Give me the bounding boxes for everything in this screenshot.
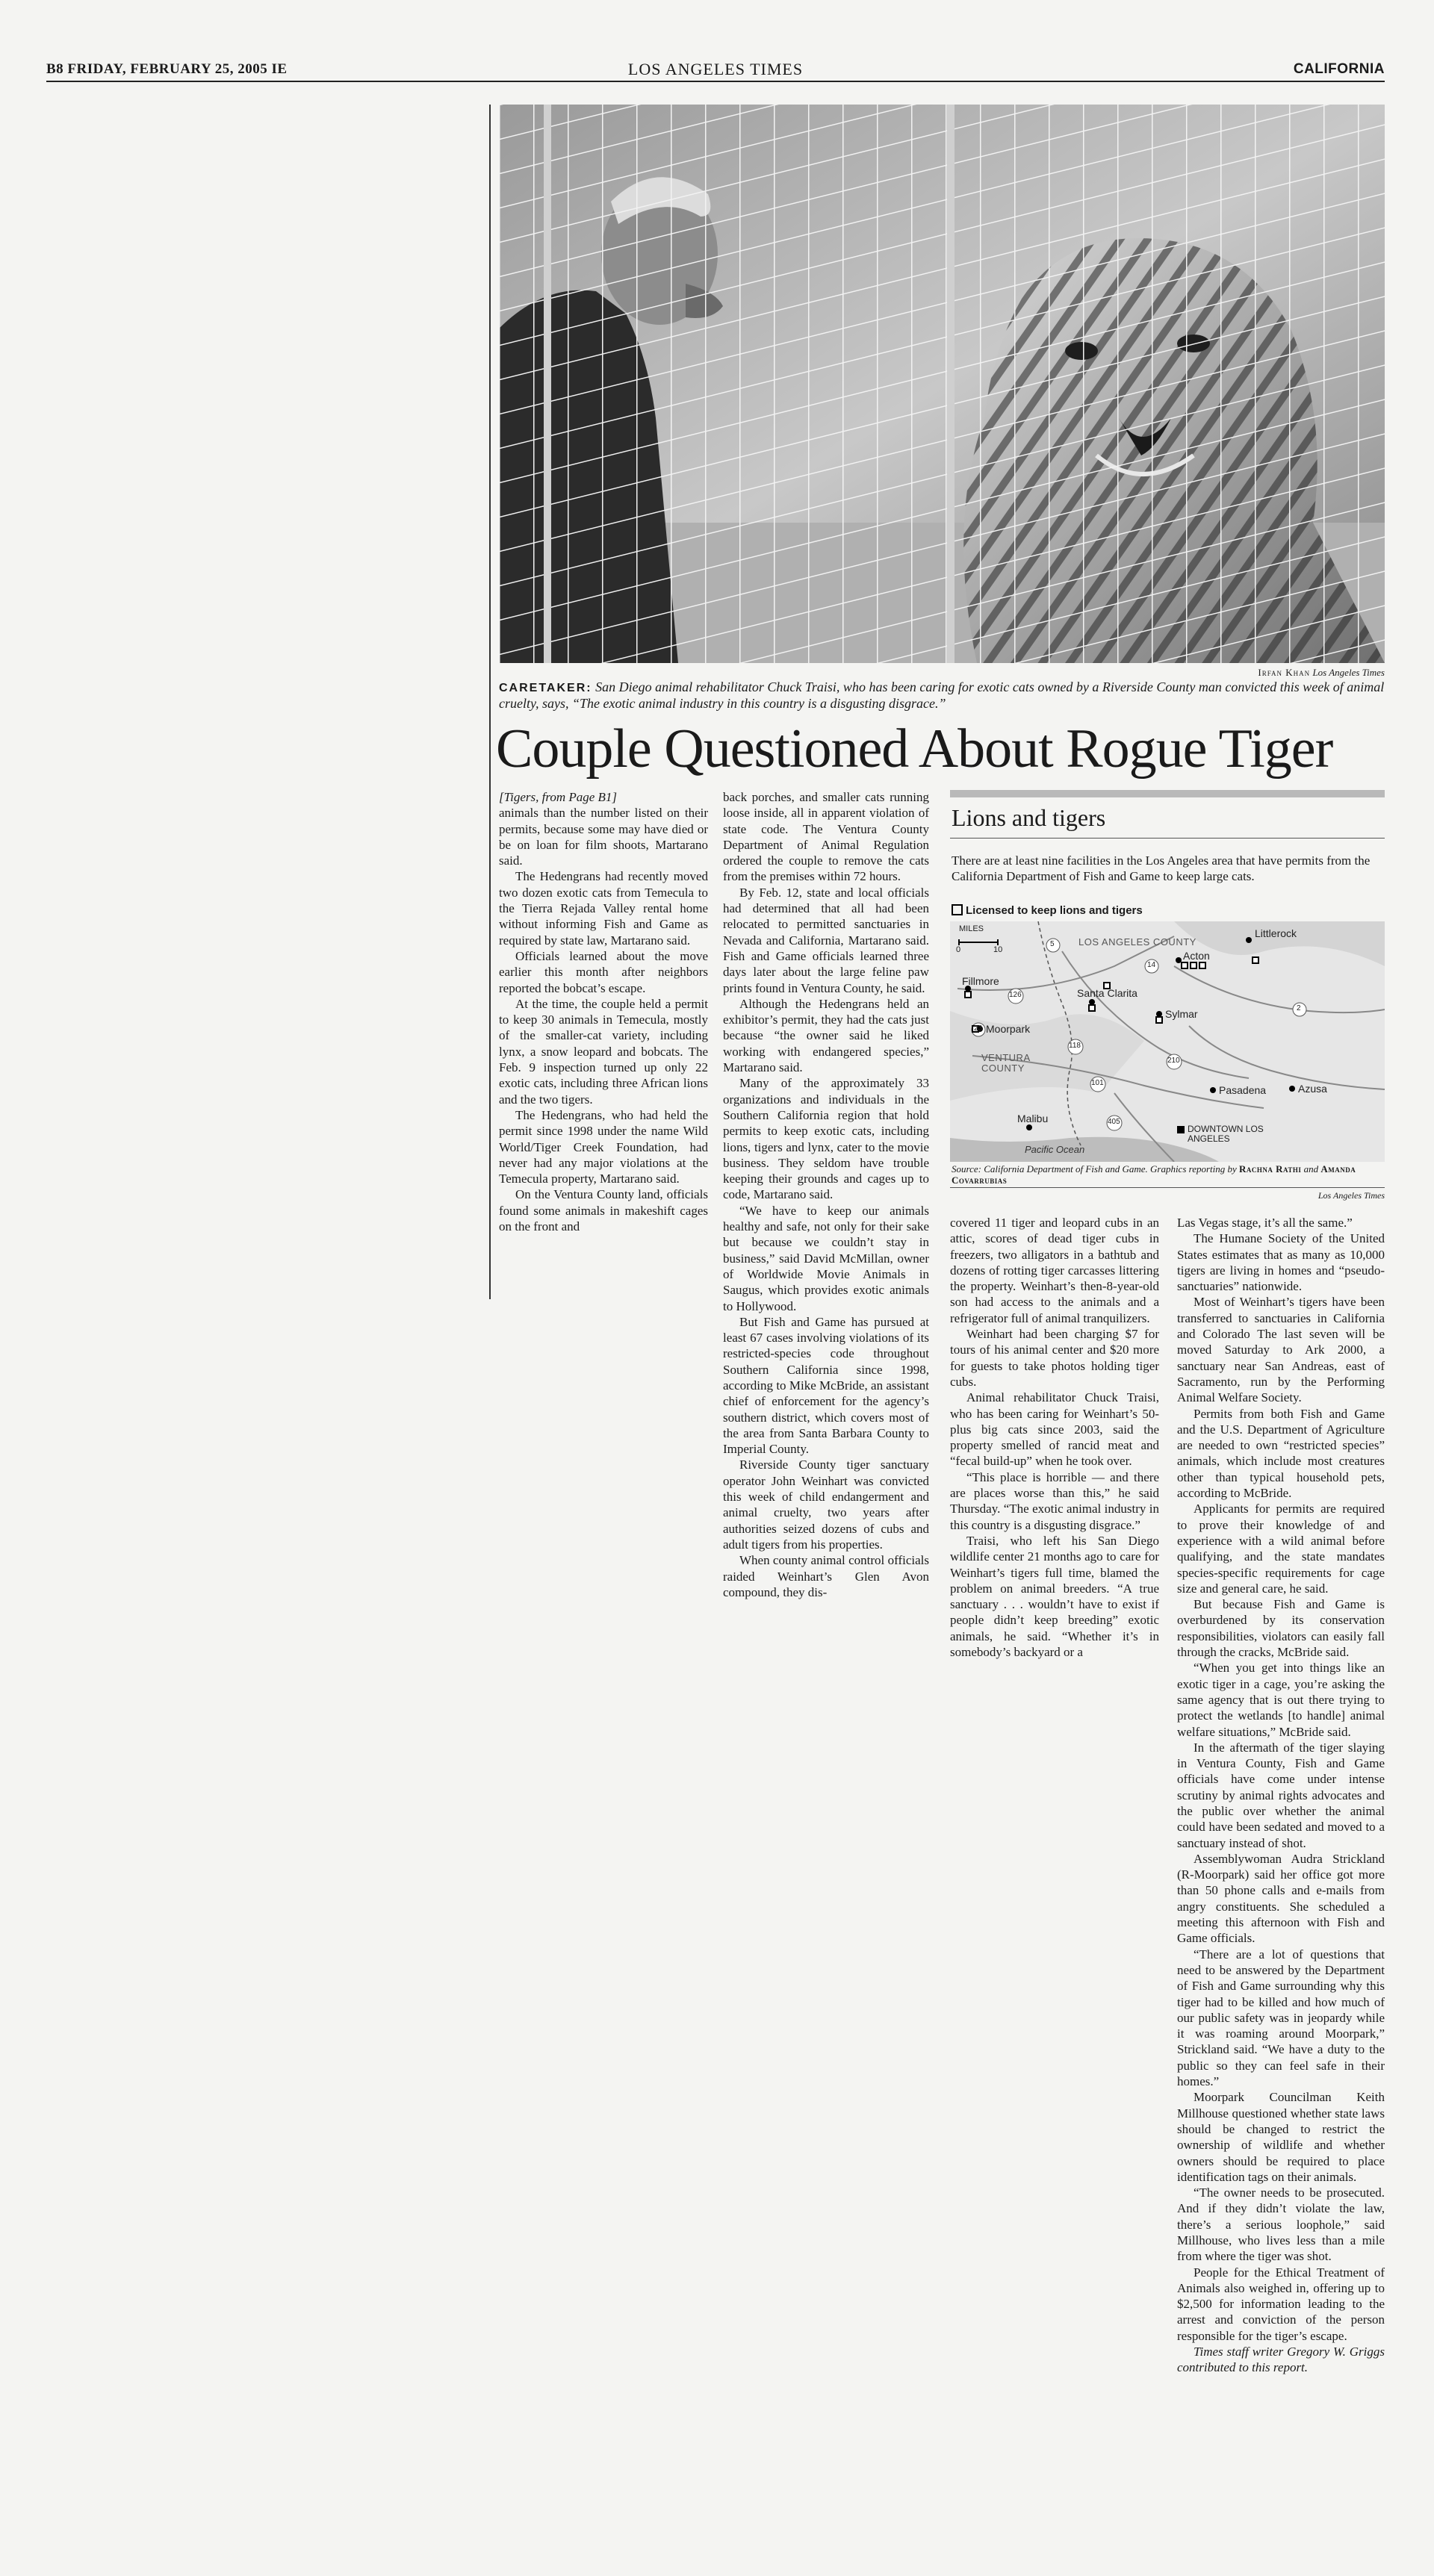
paragraph: Many of the approximately 33 organizations and individuals in the Southern California region that hold permits to keep exotic cats, including lions, tigers and lynx, cater to the movie business. They seldom have trouble keeping their grounds and cages up to code, Martarano said. [723,1076,929,1202]
highway-shield-label: 210 [1167,1057,1180,1065]
paragraph: But Fish and Game has pursued at least 67 cases involving violations of its restricted-species code throughout Southern California since 1998, according to Mike McBride, an assistant chief of enforcement for the agency’s southern district, which covers most of the area from Santa Barbara County to Imperial County. [723,1314,929,1457]
licensed-facility-marker-icon [952,904,963,915]
paragraph: By Feb. 12, state and local officials had determined that all had been relocated to permitted sanctuaries in Nevada and California, Martarano said. Fish and Game officials learned three days later about the large feline paw prints found in Ventura County, he said. [723,885,929,995]
paragraph: “The owner needs to be prosecuted. And if they didn’t violate the law, there’s a serious loophole,” said Millhouse, who lives less than a mile from where the tiger was shot. [1177,2185,1385,2264]
caption-text: San Diego animal rehabilitator Chuck Traisi, who has been caring for exotic cats owned by a Riverside County man convicted this week of animal cruelty, says, “The exotic animal industry in this country is a disgusting disgrace.” [499,679,1385,711]
map-legend [952,904,1143,917]
legend-label: Licensed to keep lions and tigers [966,904,1143,917]
highway-shield-label: 14 [1147,961,1156,969]
reporter-name: Rachna Rathi [1239,1163,1302,1175]
paragraph: covered 11 tiger and leopard cubs in an attic, scores of dead tiger cubs in freezers, two alligators in a bathtub and dozens of rotting tiger carcasses littering the property. Weinhart’s then-8-year-old son had access to the animals and a refrigerator full of animal tranquilizers. [950,1216,1159,1325]
jump-line: [Tigers, from Page B1] [499,790,618,804]
graphic-title: Lions and tigers [952,804,1106,831]
folio-section: CALIFORNIA [1293,61,1385,77]
paragraph: Traisi, who left his San Diego wildlife center 21 months ago to care for Weinhart’s tigers full time, blamed the problem on animal breeders. “A true sanctuary . . . wouldn’t have to exist if people didn’t keep breeding” exotic animals, he said. “Whether it’s in somebody’s backyard or a [950,1533,1159,1660]
paragraph: People for the Ethical Treatment of Animals also weighed in, offering up to $2,500 for information leading to the arrest and conviction of the person responsible for the tiger’s escape. [1177,2265,1385,2343]
article-column-4 [1177,1215,1385,2376]
highway-shield-label: 23 [974,1024,983,1033]
source-conjunction: and [1303,1163,1319,1175]
graphic-source [952,1163,1385,1186]
graphic-description: There are at least nine facilities in the Los Angeles area that have permits from the California Department of Fish and Game to keep large cats. [952,853,1371,883]
photo-caption [499,679,1385,712]
paragraph: Assemblywoman Audra Strickland (R-Moorpark) said her office got more than 50 phone calls and e-mails from angry constituents. She scheduled a meeting this afternoon with Fish and Game officials. [1177,1851,1385,1946]
highway-shield-label: 126 [1009,991,1022,999]
article-column-1 [499,789,708,1234]
folio-rule [46,81,1385,82]
folio-paper-name: LOS ANGELES TIMES [627,60,804,78]
graphic-rule [950,838,1385,839]
graphic-credit: Los Angeles Times [1317,1190,1385,1201]
map-scale-label: MILES [959,924,984,933]
ventura-county-label: VENTURA COUNTY [981,1052,1030,1074]
article-column-2 [723,789,929,1600]
place-littlerock: Littlerock [1255,927,1297,939]
paragraph: “This place is horrible — and there are places worse than this,” he said Thursday. “The exotic animal industry in this country is a disgusting disgrace.” [950,1469,1159,1532]
caption-label: CARETAKER: [499,682,592,694]
paragraph: When county animal control officials raided Weinhart’s Glen Avon compound, they dis- [723,1553,929,1599]
place-moorpark: Moorpark [986,1023,1031,1035]
paragraph: In the aftermath of the tiger slaying in Ventura County, Fish and Game officials have come under intense scrutiny by animal rights advocates and the public over whether the animal could have been sedated and moved to a sanctuary instead of shot. [1177,1740,1385,1850]
place-fillmore: Fillmore [962,975,999,987]
paragraph: Permits from both Fish and Game and the U.S. Department of Agriculture are needed to own “restricted species” animals, which include most creatures other than typical household pets, according to McBride. [1177,1406,1385,1501]
paragraph: Weinhart had been charging $7 for tours of his animal center and $20 more for guests to take photos holding tiger cubs. [950,1327,1159,1389]
la-county-label: LOS ANGELES COUNTY [1078,936,1196,948]
source-text: Source: California Department of Fish and Game. Graphics reporting by [952,1163,1237,1175]
paragraph: But because Fish and Game is overburdened by its conservation responsibilities, violators can easily fall through the cracks, McBride said. [1177,1597,1385,1660]
page-folio [46,60,1385,81]
locator-map [950,921,1385,1162]
reporter-name: Amanda Covarrubias [952,1163,1356,1186]
highway-shield-label: 2 [1297,1004,1301,1012]
paragraph: “We have to keep our animals healthy and safe, not only for their sake but because we couldn’t stay in business,” said David McMillan, owner of Worldwide Movie Animals in Saugus, which provides exotic animals to Hollywood. [723,1203,929,1313]
photographer-name: Irfan Khan [1258,667,1311,678]
folio-date: B8 FRIDAY, FEBRUARY 25, 2005 IE [46,61,288,77]
graphic-top-bar [950,790,1385,797]
highway-shield-label: 5 [1050,940,1055,948]
graphic-bottom-rule [950,1187,1385,1188]
photo-credit [499,667,1385,679]
paragraph: “There are a lot of questions that need to be answered by the Department of Fish and Game surrounding why this tiger had to be killed and how much of our public safety was in jeopardy while it was roaming around Moorpark,” Strickland said. “We have a duty to the public so they can feel safe in their homes.” [1177,1947,1385,2089]
place-acton: Acton [1183,950,1210,962]
map-scale-zero: 0 [956,945,961,954]
contributor-note: Times staff writer Gregory W. Griggs contributed to this report. [1177,2345,1385,2375]
place-pasadena: Pasadena [1219,1084,1267,1096]
paragraph: “When you get into things like an exotic tiger in a cage, you’re asking the same agency that is out there trying to protect the wetlands [to handle] animal welfare situations,” McBride said. [1177,1661,1385,1739]
paragraph: At the time, the couple held a permit to keep 30 animals in Temecula, mostly of the smaller-cat variety, including lynx, a snow leopard and bobcats. The Feb. 9 inspection turned up only 22 exotic cats, including three African lions and the two tigers. [499,996,708,1107]
paragraph: Las Vegas stage, it’s all the same.” [1177,1216,1353,1230]
photo-credit-publication: Los Angeles Times [1312,667,1385,678]
paragraph: Most of Weinhart’s tigers have been transferred to sanctuaries in California and Colorado The last seven will be moved Saturday to Ark 2000, a sanctuary near San Andreas, east of Sacramento, run by the Performing Animal Welfare Society. [1177,1295,1385,1405]
map-base [950,921,1385,1162]
place-azusa: Azusa [1298,1083,1327,1095]
downtown-la-label: DOWNTOWN LOS ANGELES [1188,1124,1264,1144]
article-column-3 [950,1215,1159,1660]
lions-and-tigers-graphic [950,790,1385,1208]
paragraph: back porches, and smaller cats running loose inside, all in apparent violation of state code. The Ventura County Department of Animal Regulation ordered the couple to remove the cats from the premises within 72 hours. [723,790,929,884]
map-scale-ten: 10 [993,945,1003,954]
pacific-ocean-label: Pacific Ocean [1025,1144,1085,1155]
paragraph: Moorpark Councilman Keith Millhouse questioned whether state laws should be changed to restrict the ownership of wildlife and whether owners should be required to place identification tags on their animals. [1177,2090,1385,2184]
paragraph: The Hedengrans, who had held the permit since 1998 under the name Wild World/Tiger Creek Foundation, had never had any major violations at the Temecula property, Martarano said. [499,1107,708,1186]
paragraph: Applicants for permits are required to prove their knowledge of and experience with a wild animal before qualifying, and the state mandates species-specific requirements for cage size and general care, he said. [1177,1502,1385,1596]
place-sylmar: Sylmar [1165,1008,1198,1020]
paragraph: On the Ventura County land, officials found some animals in makeshift cages on the front and [499,1187,708,1234]
place-santa-clarita: Santa Clarita [1077,987,1137,999]
paragraph: Officials learned about the move earlier this month after neighbors reported the bobcat’s escape. [499,948,708,995]
highway-shield-label: 118 [1069,1042,1081,1050]
tiger-cage-photo [499,105,1385,663]
news-photo [499,105,1385,663]
paragraph: The Humane Society of the United States estimates that as many as 10,000 tigers are living in homes and “pseudo-sanctuaries” nationwide. [1177,1231,1385,1294]
highway-shield-label: 101 [1091,1079,1104,1087]
paragraph: Riverside County tiger sanctuary operator John Weinhart was convicted this week of child endangerment and animal cruelty, two years after authorities seized dozens of cubs and adult tigers from his properties. [723,1457,929,1552]
place-malibu: Malibu [1017,1113,1049,1124]
paragraph: Although the Hedengrans held an exhibitor’s permit, they had the cats just because “the owner said he liked working with endangered species,” Martarano said. [723,996,929,1075]
paragraph: animals than the number listed on their permits, because some may have died or be on loan for film shoots, Martarano said. [499,806,708,868]
highway-shield-label: 405 [1108,1118,1120,1126]
headline: Couple Questioned About Rogue Tiger [496,718,1333,780]
paragraph: Animal rehabilitator Chuck Traisi, who has been caring for Weinhart’s 50-plus big cats since 2003, said the property smelled of rancid meat and “fecal build-up” when he took over. [950,1390,1159,1469]
paragraph: The Hedengrans had recently moved two dozen exotic cats from Temecula to the Tierra Rejada Valley rental home without informing Fish and Game as required by state law, Martarano said. [499,869,708,948]
column-divider [489,105,491,1299]
